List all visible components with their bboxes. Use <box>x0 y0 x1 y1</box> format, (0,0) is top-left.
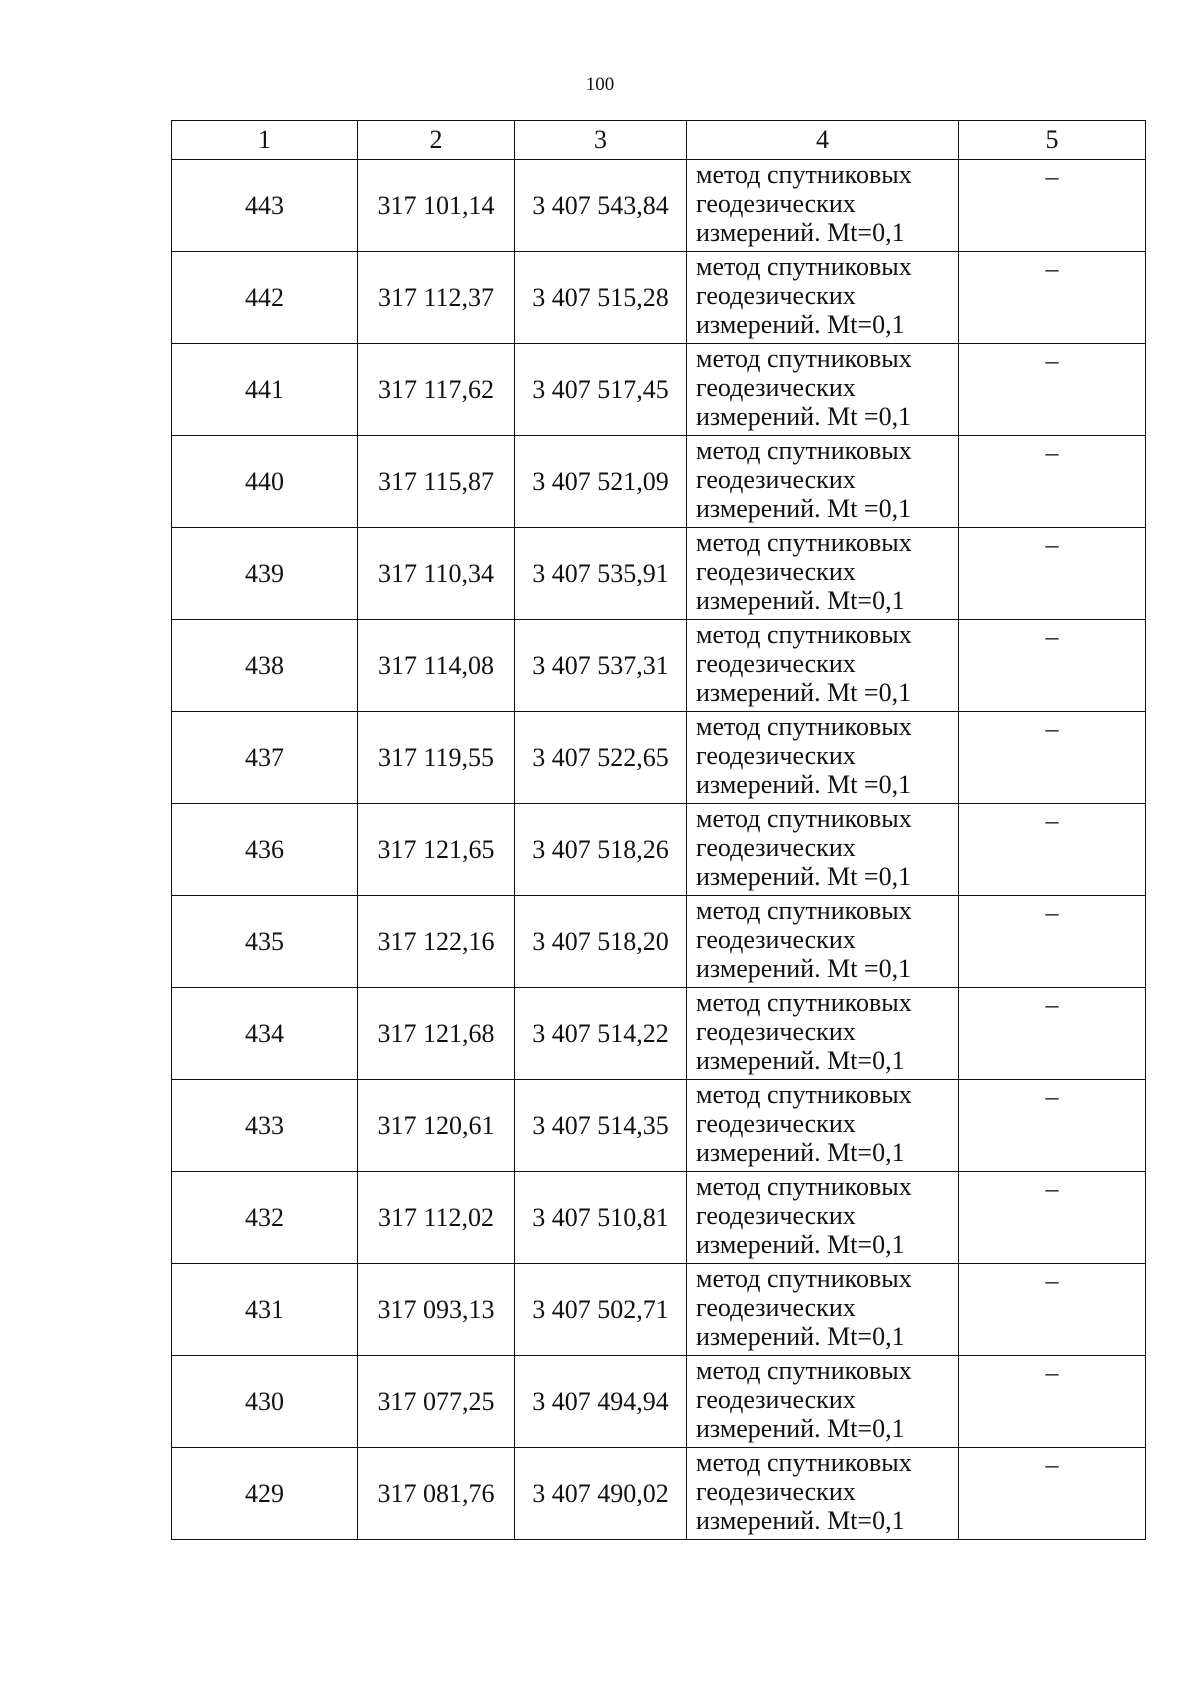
coordinate-x-cell: 317 114,08 <box>358 620 515 712</box>
point-number-cell: 442 <box>172 252 358 344</box>
table-row <box>172 896 1146 988</box>
coordinate-x-cell: 317 117,62 <box>358 344 515 436</box>
method-text-line: геодезических <box>696 1017 856 1046</box>
method-text-line: геодезических <box>696 741 856 770</box>
note-cell: – <box>959 1356 1146 1448</box>
method-cell <box>687 160 959 252</box>
note-cell: – <box>959 528 1146 620</box>
method-cell <box>687 436 959 528</box>
table-row <box>172 252 1146 344</box>
point-number-cell: 440 <box>172 436 358 528</box>
point-number-cell: 433 <box>172 1080 358 1172</box>
table-row <box>172 160 1146 252</box>
table-row <box>172 1356 1146 1448</box>
method-text-line: измерений. Mt =0,1 <box>696 862 912 891</box>
method-text-line: метод спутниковых <box>696 344 912 373</box>
coordinate-x-cell: 317 101,14 <box>358 160 515 252</box>
column-header-4: 4 <box>687 121 959 160</box>
coordinate-x-cell: 317 120,61 <box>358 1080 515 1172</box>
method-cell <box>687 1264 959 1356</box>
point-number-cell: 429 <box>172 1448 358 1540</box>
method-cell <box>687 804 959 896</box>
point-number-cell: 435 <box>172 896 358 988</box>
method-cell <box>687 1448 959 1540</box>
column-header-1: 1 <box>172 121 358 160</box>
column-header-2: 2 <box>358 121 515 160</box>
method-text-line: измерений. Mt=0,1 <box>696 310 905 339</box>
method-text-line: геодезических <box>696 1385 856 1414</box>
method-text-line: измерений. Mt =0,1 <box>696 954 912 983</box>
method-text-line: измерений. Mt=0,1 <box>696 218 905 247</box>
coordinate-y-cell: 3 407 517,45 <box>515 344 687 436</box>
coordinate-y-cell: 3 407 490,02 <box>515 1448 687 1540</box>
method-cell <box>687 1080 959 1172</box>
point-number-cell: 439 <box>172 528 358 620</box>
point-number-cell: 437 <box>172 712 358 804</box>
method-cell <box>687 1172 959 1264</box>
method-text-line: метод спутниковых <box>696 988 912 1017</box>
coordinate-y-cell: 3 407 535,91 <box>515 528 687 620</box>
note-cell: – <box>959 344 1146 436</box>
coordinate-y-cell: 3 407 502,71 <box>515 1264 687 1356</box>
coordinate-x-cell: 317 112,02 <box>358 1172 515 1264</box>
note-cell: – <box>959 1080 1146 1172</box>
point-number-cell: 438 <box>172 620 358 712</box>
method-text-line: измерений. Mt =0,1 <box>696 770 912 799</box>
note-cell: – <box>959 1264 1146 1356</box>
method-text-line: геодезических <box>696 373 856 402</box>
coordinate-y-cell: 3 407 494,94 <box>515 1356 687 1448</box>
method-cell <box>687 712 959 804</box>
coordinate-x-cell: 317 093,13 <box>358 1264 515 1356</box>
table-header-row <box>172 121 1146 160</box>
method-text-line: геодезических <box>696 925 856 954</box>
method-text-line: измерений. Mt=0,1 <box>696 1322 905 1351</box>
note-cell: – <box>959 1172 1146 1264</box>
method-text-line: метод спутниковых <box>696 1264 912 1293</box>
table-row <box>172 804 1146 896</box>
method-text-line: измерений. Mt=0,1 <box>696 586 905 615</box>
coordinates-table <box>171 120 1146 1540</box>
table-body <box>172 121 1146 1540</box>
method-text-line: геодезических <box>696 833 856 862</box>
method-text-line: метод спутниковых <box>696 712 912 741</box>
point-number-cell: 430 <box>172 1356 358 1448</box>
note-cell: – <box>959 436 1146 528</box>
method-text-line: метод спутниковых <box>696 1080 912 1109</box>
table-row <box>172 1264 1146 1356</box>
method-text-line: измерений. Mt =0,1 <box>696 678 912 707</box>
method-text-line: геодезических <box>696 189 856 218</box>
method-text-line: метод спутниковых <box>696 160 912 189</box>
table-row <box>172 1448 1146 1540</box>
method-cell <box>687 252 959 344</box>
coordinate-x-cell: 317 119,55 <box>358 712 515 804</box>
coordinate-y-cell: 3 407 518,26 <box>515 804 687 896</box>
coordinate-x-cell: 317 110,34 <box>358 528 515 620</box>
coordinate-y-cell: 3 407 514,35 <box>515 1080 687 1172</box>
table-row <box>172 344 1146 436</box>
method-text-line: измерений. Mt=0,1 <box>696 1046 905 1075</box>
note-cell: – <box>959 712 1146 804</box>
method-text-line: геодезических <box>696 1109 856 1138</box>
coordinate-y-cell: 3 407 522,65 <box>515 712 687 804</box>
column-header-5: 5 <box>959 121 1146 160</box>
point-number-cell: 432 <box>172 1172 358 1264</box>
method-text-line: измерений. Mt=0,1 <box>696 1506 905 1535</box>
method-cell <box>687 896 959 988</box>
table-row <box>172 620 1146 712</box>
point-number-cell: 436 <box>172 804 358 896</box>
note-cell: – <box>959 896 1146 988</box>
table-row <box>172 528 1146 620</box>
point-number-cell: 434 <box>172 988 358 1080</box>
coordinate-y-cell: 3 407 515,28 <box>515 252 687 344</box>
note-cell: – <box>959 988 1146 1080</box>
method-cell <box>687 344 959 436</box>
method-text-line: геодезических <box>696 281 856 310</box>
coordinate-x-cell: 317 122,16 <box>358 896 515 988</box>
table-row <box>172 988 1146 1080</box>
note-cell: – <box>959 160 1146 252</box>
coordinate-x-cell: 317 112,37 <box>358 252 515 344</box>
method-text-line: метод спутниковых <box>696 1172 912 1201</box>
page-number: 100 <box>585 74 615 95</box>
method-text-line: метод спутниковых <box>696 528 912 557</box>
method-text-line: метод спутниковых <box>696 1356 912 1385</box>
coordinate-x-cell: 317 121,68 <box>358 988 515 1080</box>
method-text-line: геодезических <box>696 465 856 494</box>
coordinate-y-cell: 3 407 514,22 <box>515 988 687 1080</box>
coordinate-x-cell: 317 081,76 <box>358 1448 515 1540</box>
method-text-line: измерений. Mt=0,1 <box>696 1138 905 1167</box>
method-text-line: измерений. Mt=0,1 <box>696 1414 905 1443</box>
coordinate-y-cell: 3 407 510,81 <box>515 1172 687 1264</box>
method-text-line: геодезических <box>696 557 856 586</box>
column-header-3: 3 <box>515 121 687 160</box>
method-cell <box>687 620 959 712</box>
coordinate-x-cell: 317 121,65 <box>358 804 515 896</box>
point-number-cell: 441 <box>172 344 358 436</box>
point-number-cell: 443 <box>172 160 358 252</box>
method-text-line: геодезических <box>696 1293 856 1322</box>
method-text-line: измерений. Mt =0,1 <box>696 494 912 523</box>
method-cell <box>687 1356 959 1448</box>
method-text-line: метод спутниковых <box>696 804 912 833</box>
coordinate-y-cell: 3 407 521,09 <box>515 436 687 528</box>
note-cell: – <box>959 620 1146 712</box>
method-text-line: метод спутниковых <box>696 1448 912 1477</box>
method-text-line: метод спутниковых <box>696 896 912 925</box>
method-text-line: метод спутниковых <box>696 620 912 649</box>
coordinate-x-cell: 317 077,25 <box>358 1356 515 1448</box>
coordinate-y-cell: 3 407 537,31 <box>515 620 687 712</box>
coordinate-y-cell: 3 407 518,20 <box>515 896 687 988</box>
coordinate-y-cell: 3 407 543,84 <box>515 160 687 252</box>
method-cell <box>687 528 959 620</box>
method-text-line: геодезических <box>696 649 856 678</box>
table-row <box>172 436 1146 528</box>
note-cell: – <box>959 1448 1146 1540</box>
method-text-line: геодезических <box>696 1477 856 1506</box>
method-text-line: измерений. Mt=0,1 <box>696 1230 905 1259</box>
method-text-line: измерений. Mt =0,1 <box>696 402 912 431</box>
method-cell <box>687 988 959 1080</box>
method-text-line: метод спутниковых <box>696 252 912 281</box>
point-number-cell: 431 <box>172 1264 358 1356</box>
method-text-line: геодезических <box>696 1201 856 1230</box>
note-cell: – <box>959 804 1146 896</box>
note-cell: – <box>959 252 1146 344</box>
table-row <box>172 1080 1146 1172</box>
table-row <box>172 1172 1146 1264</box>
method-text-line: метод спутниковых <box>696 436 912 465</box>
coordinate-x-cell: 317 115,87 <box>358 436 515 528</box>
table-row <box>172 712 1146 804</box>
